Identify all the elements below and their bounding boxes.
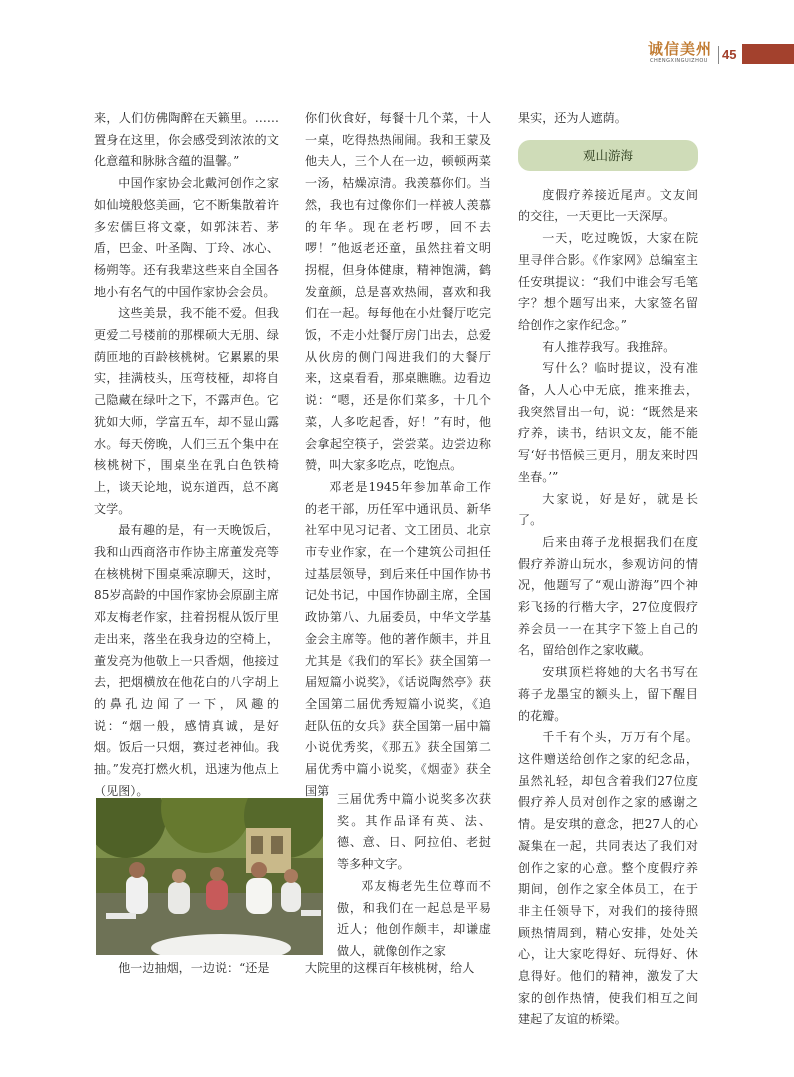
article-column-2	[305, 108, 491, 803]
section-heading: 观山游海	[518, 140, 698, 171]
paragraph: 千千有个头，万万有个尾。这件赠送给创作之家的纪念品，虽然礼轻，却包含着我们27位度假疗养人员对创作之家的感谢之情。是安琪的意念，把27人的心凝集在一起，共同表达了我们对创作之家的心意。整个度假疗养期间，创作之家全体员工，在于非主任领导下，对我们的接待照顾热情周到，精心安排，处处关心，让大家吃得好、玩得好、休息得好。他们的精神，激发了大家的创作热情，使我们相互之间建起了友谊的桥梁。	[518, 730, 698, 1027]
paragraph: 写什么？临时提议，没有准备，人人心中无底，推来推去，我突然冒出一句，说：“既然是来疗养，读书，结识文友，能不能写‘好书悟候三更月，朋友来时四坐春。’”	[518, 361, 698, 484]
article-column-1-bottom	[94, 958, 279, 980]
paragraph: 你们伙食好，每餐十几个菜，十人一桌，吃得热热闹闹。我和王蒙及他夫人，三个人在一边，顿顿两菜一汤，枯燥凉清。我羡慕你们。当然，我也有过像你们一样被人羡慕的年华。现在老朽啰，回不去啰！”他返老还童，虽然拄着文明拐棍，但身体健康，精神饱满，鹤发童颜，总是喜欢热闹，喜欢和我们在一起。每每他在小灶餐厅吃完饭，不走小灶餐厅房门出去，总爱从伙房的侧门闯进我们的大餐厅来，这桌看看，那桌瞧瞧。边看边说：“嗯，还是你们菜多，十几个菜，人多吃起香，好！”有时，他会拿起空筷子，尝尝菜。边尝边称赞，叫大家多吃点，吃饱点。	[305, 111, 491, 473]
article-column-3	[518, 108, 698, 1031]
paragraph: 这些美景，我不能不爱。但我更爱二号楼前的那棵硕大无朋、绿荫匝地的百龄核桃树。它累累的果实，挂满枝头，压弯枝桠，却将自己隐藏在绿叶之下，不露声色。它犹如大师，学富五车，却不显山露水。每天傍晚，人们三五个集中在核桃树下，围桌坐在乳白色铁椅上，谈天论地，说东道西，总不离文学。	[94, 306, 279, 516]
article-photo	[96, 798, 323, 955]
paragraph: 安琪顶栏将她的大名书写在蒋子龙墨宝的额头上，留下醒目的花瓣。	[518, 665, 698, 723]
paragraph: 大家说，好是好，就是长了。	[518, 491, 698, 528]
article-column-1	[94, 108, 279, 803]
magazine-title: 诚信美州	[648, 40, 713, 58]
paragraph: 有人推荐我写。我推辞。	[542, 339, 676, 354]
paragraph: 邓友梅老先生位尊而不傲，和我们在一起总是平易近人；他创作颇丰，却谦虚做人，就像创作之家	[337, 878, 491, 958]
paragraph: 一天，吃过晚饭，大家在院里寻伴合影。《作家网》总编室主任安琪提议：“我们中谁会写毛笔字？想个题写出来，大家签名留给创作之家作纪念。”	[518, 231, 698, 332]
paragraph: 三届优秀中篇小说奖多次获奖。其作品译有英、法、德、意、日、阿拉伯、老挝等多种文字。	[337, 792, 491, 872]
paragraph: 果实，还为人遮荫。	[518, 111, 627, 125]
magazine-subtitle: CHENGXINGUIZHOU	[650, 58, 708, 64]
paragraph: 中国作家协会北戴河创作之家如仙境般悠美画，它不断集散着许多宏儒巨将文豪，如郭沫若、茅盾，巴金、叶圣陶、丁玲、冰心、杨朔等。还有我辈这些来自全国各地小有名气的中国作家协会会员。	[94, 176, 279, 299]
paragraph: 邓老是1945年参加革命工作的老干部，历任军中通讯员、新华社军中见习记者、文工团员、北京市专业作家，在一个建筑公司担任过基层领导，到后来任中国作协书记处书记，中国作协副主席，全国政协第八、九届委员，中华文学基金会主席等。他的著作颇丰，并且尤其是《我们的军长》获全国第一届短篇小说奖》，《话说陶然亭》获全国第二届优秀短篇小说奖，《追赶队伍的女兵》获全国第一届中篇小说优秀奖，《那五》获全国第二届优秀中篇小说奖，《烟壶》获全国第	[305, 479, 491, 798]
paragraph: 大院里的这棵百年核桃树，给人	[305, 961, 475, 975]
article-column-2-bottom	[305, 958, 491, 980]
header-divider	[718, 46, 719, 64]
header-accent-bar	[742, 44, 794, 64]
paragraph: 来，人们仿佛陶醉在天籁里。……置身在这里，你会感受到浓浓的文化意蕴和脉脉含蕴的温馨。”	[94, 111, 279, 169]
paragraph: 他一边抽烟，一边说：“还是	[118, 961, 270, 975]
paragraph: 后来由蒋子龙根据我们在度假疗养游山玩水，参观访问的情况，他题写了“观山游海”四个神彩飞扬的行楷大字，27位度假疗养会员一一在其字下签上自己的名，留给创作之家收藏。	[518, 534, 698, 658]
paragraph: 最有趣的是，有一天晚饭后，我和山西商洛市作协主席董发亮等在核桃树下围桌乘凉聊天，这时，85岁高龄的中国作家协会原副主席邓友梅老作家，拄着拐棍从饭厅里走出来，落坐在我身边的空椅上，董发亮为他敬上一只香烟，他接过去，把烟横放在他花白的八字胡上的鼻孔边闻了一下，风趣的说：“烟一般，感情真诚，是好烟。饭后一只烟，赛过老神仙。我抽。”发亮打燃火机，迅速为他点上（见图）。	[94, 523, 279, 798]
page-number: 45	[722, 47, 737, 62]
article-column-2-wrap	[337, 789, 491, 963]
magazine-logo	[648, 40, 718, 68]
paragraph: 度假疗养接近尾声。文友间的交往，一天更比一天深厚。	[518, 187, 698, 224]
